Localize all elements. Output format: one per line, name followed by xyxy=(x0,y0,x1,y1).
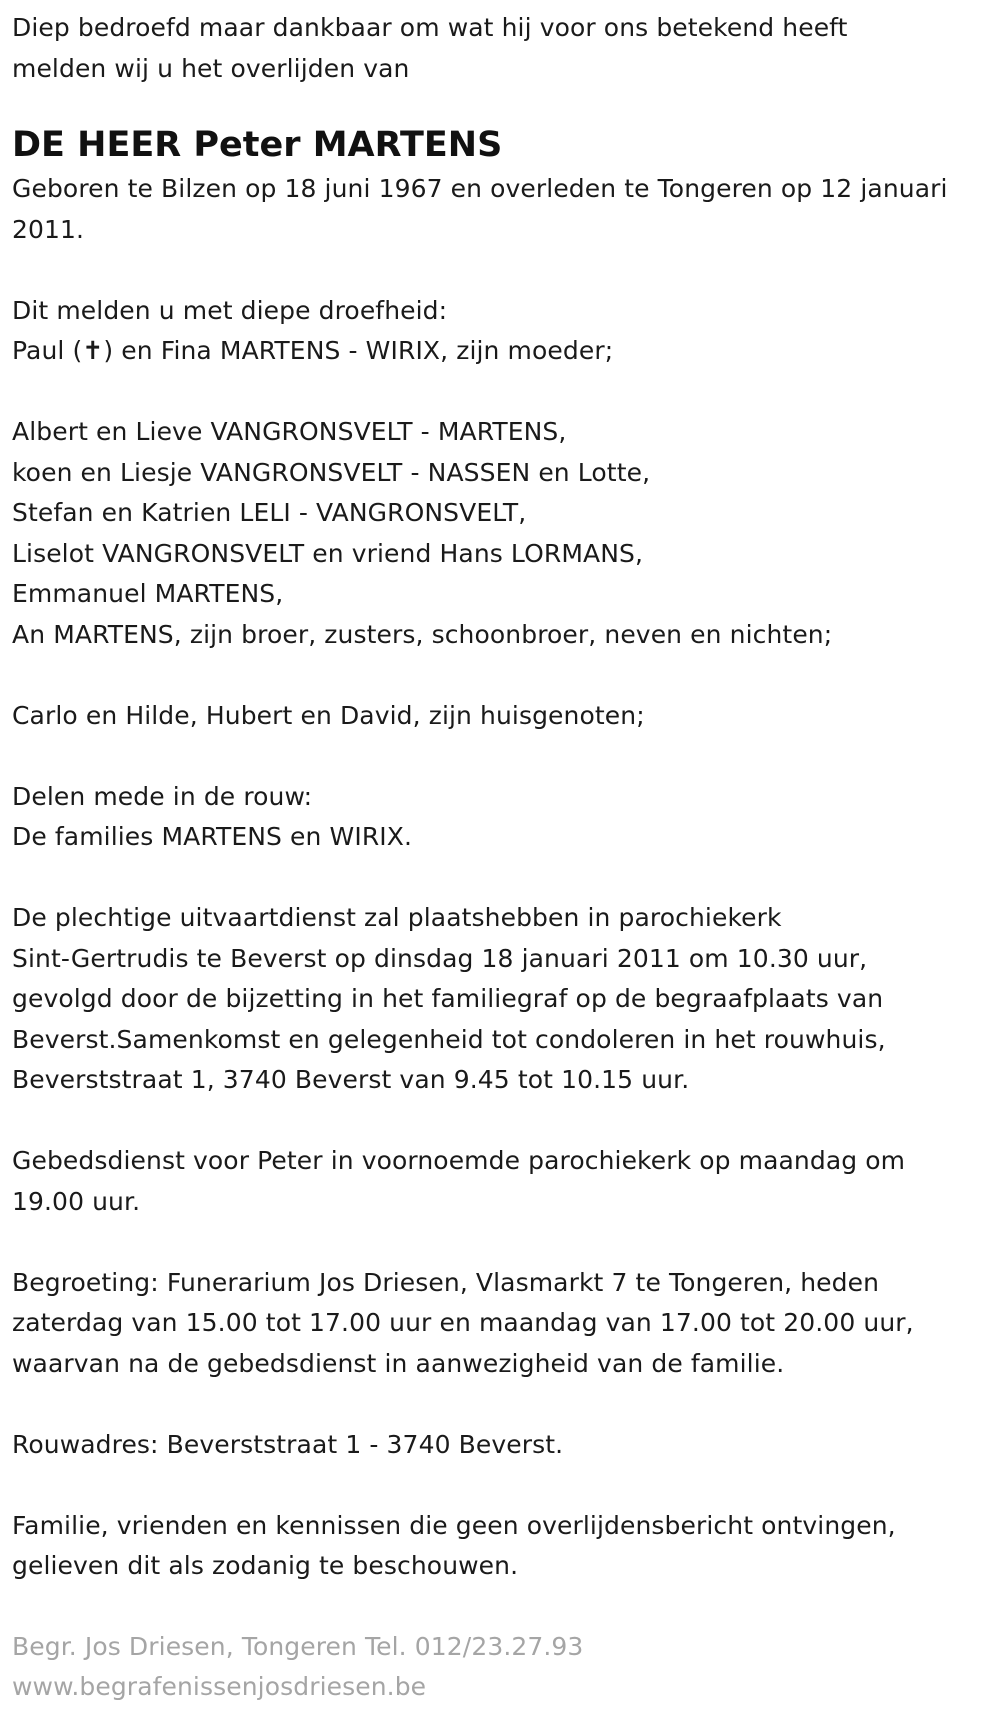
spacer xyxy=(12,736,988,777)
birth-line-1: Geboren te Bilzen op 18 juni 1967 en overleden te Tongeren op 12 januari xyxy=(12,174,948,203)
sibling-line: Emmanuel MARTENS, xyxy=(12,579,284,608)
families-line: De families MARTENS en WIRIX. xyxy=(12,822,413,851)
spacer xyxy=(12,858,988,899)
visitation-line: Begroeting: Funerarium Jos Driesen, Vlasmarkt 7 te Tongeren, heden xyxy=(12,1267,880,1297)
spacer xyxy=(12,1101,988,1142)
spacer xyxy=(12,1222,988,1263)
spacer xyxy=(12,655,988,696)
announce-heading: Dit melden u met diepe droefheid: xyxy=(12,295,448,325)
funeral-line: Beverst.Samenkomst en gelegenheid tot condoleren in het rouwhuis, xyxy=(12,1024,886,1054)
notice-line: Familie, vrienden en kennissen die geen overlijdensbericht ontvingen, xyxy=(12,1510,896,1540)
notice-line: gelieven dit als zodanig te beschouwen. xyxy=(12,1551,519,1580)
sibling-line: Stefan en Katrien LELI - VANGRONSVELT, xyxy=(12,498,527,527)
visitation-line: zaterdag van 15.00 tot 17.00 uur en maandag van 17.00 tot 20.00 uur, xyxy=(12,1308,914,1337)
birth-line-2: 2011. xyxy=(12,214,85,244)
parents-line: Paul (✝) en Fina MARTENS - WIRIX, zijn moeder; xyxy=(12,336,614,365)
spacer xyxy=(12,372,988,413)
deceased-name: DE HEER Peter MARTENS xyxy=(12,125,503,165)
undertaker-website: www.begrafenissenjosdriesen.be xyxy=(12,1672,427,1701)
funeral-line: Beverststraat 1, 3740 Beverst van 9.45 tot 10.15 uur. xyxy=(12,1065,690,1094)
funeral-line: De plechtige uitvaartdienst zal plaatshebben in parochiekerk xyxy=(12,903,782,932)
funeral-line: gevolgd door de bijzetting in het familiegraf op de begraafplaats van xyxy=(12,984,884,1013)
intro-line-2: melden wij u het overlijden van xyxy=(12,53,410,83)
spacer xyxy=(12,89,988,121)
prayer-line: Gebedsdienst voor Peter in voornoemde parochiekerk op maandag om xyxy=(12,1146,906,1175)
spacer xyxy=(12,1384,988,1425)
visitation-line: waarvan na de gebedsdienst in aanwezigheid van de familie. xyxy=(12,1348,785,1378)
sibling-line: An MARTENS, zijn broer, zusters, schoonbroer, neven en nichten; xyxy=(12,619,833,649)
prayer-line: 19.00 uur. xyxy=(12,1186,141,1216)
spacer xyxy=(12,250,988,291)
housemates-line: Carlo en Hilde, Hubert en David, zijn huisgenoten; xyxy=(12,700,645,730)
mourning-address: Rouwadres: Beverststraat 1 - 3740 Beverst. xyxy=(12,1429,564,1459)
sibling-line: Albert en Lieve VANGRONSVELT - MARTENS, xyxy=(12,417,567,446)
spacer xyxy=(12,1465,988,1506)
undertaker-credit: Begr. Jos Driesen, Tongeren Tel. 012/23.27.93 xyxy=(12,1632,584,1661)
mourning-heading: Delen mede in de rouw: xyxy=(12,781,313,811)
spacer xyxy=(12,1587,988,1628)
intro-line-1: Diep bedroefd maar dankbaar om wat hij voor ons betekend heeft xyxy=(12,13,848,42)
sibling-line: Liselot VANGRONSVELT en vriend Hans LORMANS, xyxy=(12,538,644,568)
sibling-line: koen en Liesje VANGRONSVELT - NASSEN en Lotte, xyxy=(12,457,651,487)
funeral-line: Sint-Gertrudis te Beverst op dinsdag 18 januari 2011 om 10.30 uur, xyxy=(12,943,868,973)
